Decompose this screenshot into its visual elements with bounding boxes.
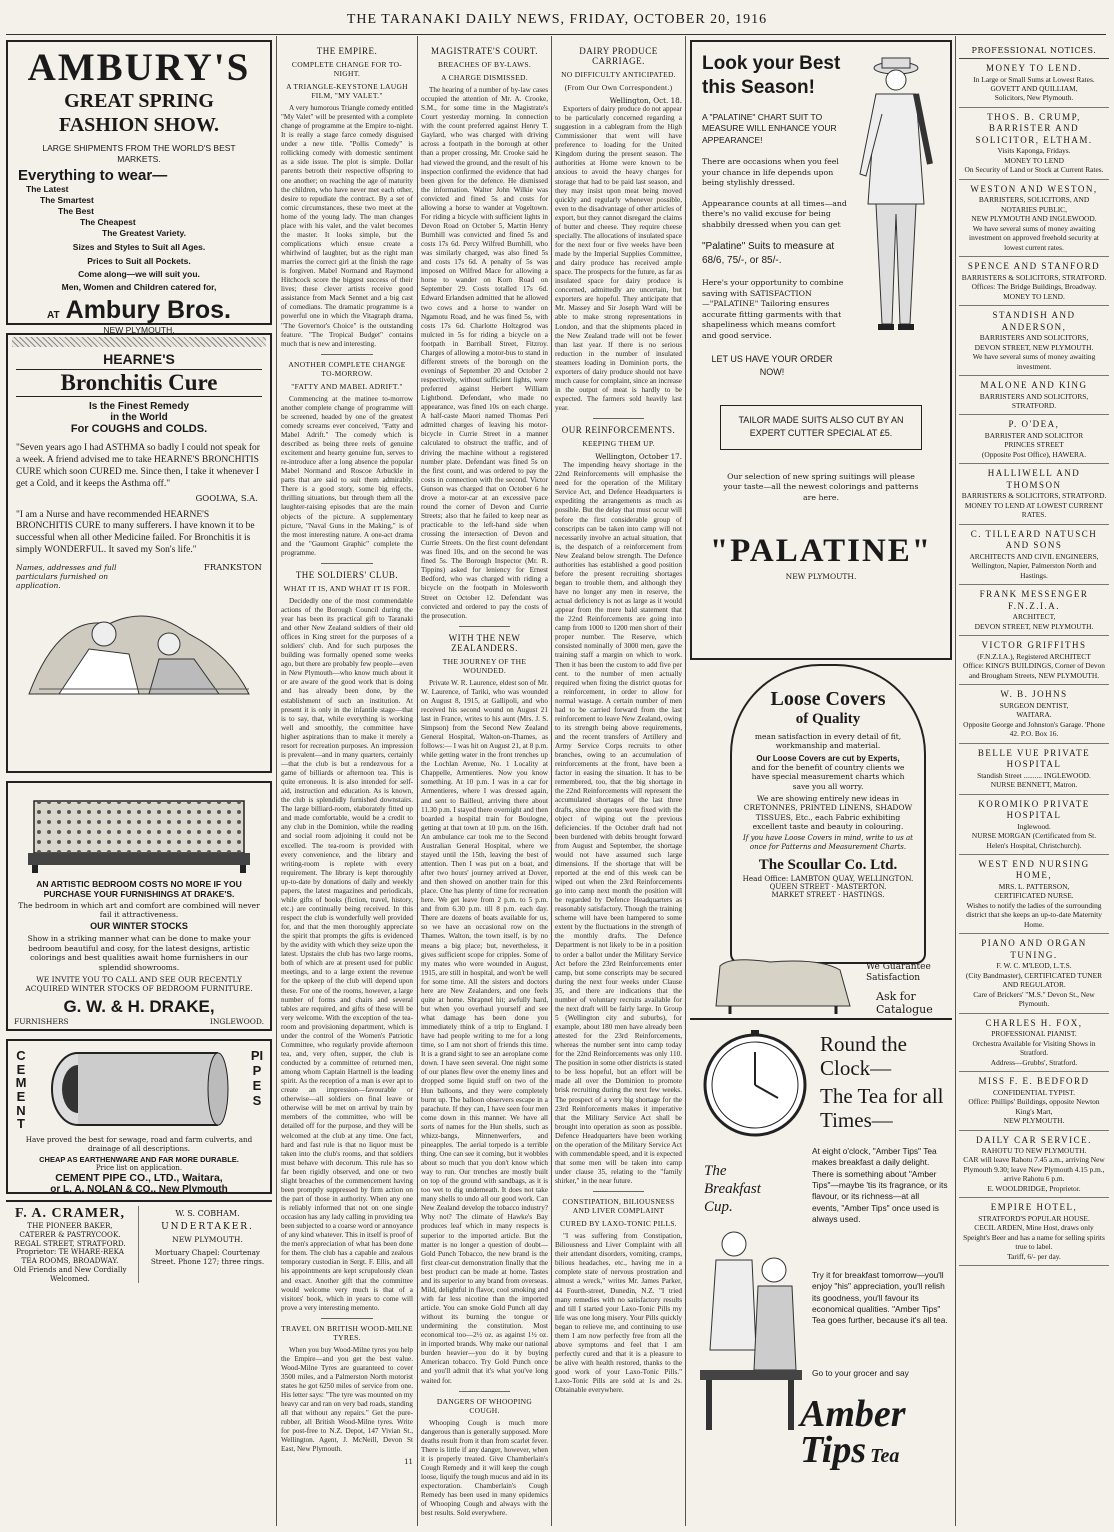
ambury-list-item: The Smartest	[40, 195, 94, 206]
bottom-small-ads	[6, 1200, 272, 1283]
palatine-paragraph: Appearance counts at all times—and there's no valid excuse for being shabbily dressed when you can get	[702, 198, 847, 229]
cement-price: Price list on application.	[95, 1164, 183, 1173]
professional-card-title: SPENCE AND STANFORD	[967, 261, 1101, 272]
subhead: DANGERS OF WHOOPING COUGH.	[436, 1396, 533, 1415]
separator	[459, 1391, 510, 1392]
scoullar-bold: Our Loose Covers are cut by Experts,	[756, 753, 900, 763]
professional-card-title: C. TILLEARD NATUSCH AND SONS	[970, 528, 1098, 551]
palatine-offer: A "PALATINE" CHART SUIT TO MEASURE WILL ENHANCE YOUR APPEARANCE!	[702, 111, 837, 146]
palatine-cta: LET US HAVE YOUR ORDER NOW!	[711, 354, 833, 377]
ad-column-right	[690, 40, 952, 1526]
professional-card	[959, 306, 1109, 376]
separator	[321, 354, 374, 355]
cramer-ad	[6, 1206, 139, 1283]
separator	[593, 1191, 644, 1192]
professional-card-title: CHARLES H. FOX,	[985, 1017, 1083, 1028]
professional-card-line: CONFIDENTIAL TYPIST.	[993, 1087, 1075, 1097]
cramer-line: Old Friends and New Cordially Welcomed.	[13, 1264, 127, 1283]
hearne-signature-1: GOOLWA, S.A.	[195, 493, 258, 504]
professional-card-line: We have several sums of money awaiting investment.	[972, 352, 1096, 371]
news-column-court	[421, 40, 548, 1526]
article-paragraph: The hearing of a number of by-law cases occupied the attention of Mr. A. Crooke, S.M., for some time in the Magistrate's Court yesterday morning. In connection with the count preferred against Henry T. Gaylard, who was charged with driving across a footpath in the borough at other than a proper crossing, Mr. Crooke said he had viewed the ground, and the result of his inspection confirmed the evidence that had been given for the defence. He dismissed the information. Walter John Wilkie was convicted and fined 5s and costs for allowing a horse to wander at Vogeltown. For riding a bicycle with sufficient lights in Devon Road on October 5, Martin Henry Burnhill was convicted and fined 5s and costs 17s 6d. Percy Wilfred Burnhill, who was similarly charged, was also fined 5s and costs 17s 6d. A penalty of 5s was imposed on Wilfred Mace for allowing a horse to wander on Korn Road on September 29. Costs totalled 17s 6d. Edward Erlandsen admitted that he allowed two cows and a horse to wander on Ngamotu Road, and he was fined 5s, with costs 17s 6d. Charlotte Holtzgrod was mulcted in 5s for riding a bicycle on a footpath in Barriball Street, Fitzroy. Charges of allowing a motor-bus to stand in different streets of the borough on the evenings of September 20 and October 2 respectively, without sufficient lights, were preferred against Herbert William Lightbond. Defendant, who made no appearance, was fined 10s on each charge. A half-caste Maori named Thomas Peri admitted charges of leaving his motor-bicycle in Currie Street in a manner calculated to obstruct the traffic, and of driving the machine without a registered number plate. Defendant was fined 5s on the first count, and was ordered to pay the costs in connection with the second. Victor Gunson was charged that on October 6 he drove a motor-car at an excessive pace round the corner of Devon and Currie Streets; also that he failed to keep near as practicable to the left-hand side when crossing the intersection of Devon and Currie Streets. On the first count defendant was fined 10s, and on the second he was fined 5s. The Borough Inspector (Mr. R. Tippins) asked for leniency for Ernest Bedford, who was charged with riding a bicycle on the footpath in Molesworth Street on October 12. Defendant was convicted and ordered to pay the costs of the prosecution.	[421, 86, 548, 620]
professional-card-line: BARRISTERS & SOLICITORS, STRATFORD.	[961, 491, 1107, 501]
palatine-box: TAILOR MADE SUITS ALSO CUT BY AN EXPERT CUTTER SPECIAL AT £5.	[720, 405, 922, 450]
ambury-line: Prices to Suit all Pockets.	[87, 255, 191, 266]
professional-card-line: Offices: The Bridge Buildings, Broadway.	[971, 282, 1097, 292]
professional-card-line: (F.N.Z.I.A.), Registered ARCHITECT	[977, 651, 1091, 661]
professional-card-line: MONEY TO LEND.	[1003, 291, 1065, 301]
cobham-name: W. S. COBHAM.	[175, 1209, 240, 1218]
scoullar-subtitle: of Quality	[795, 711, 861, 727]
professional-card-line: (City Bandmaster), CERTIFICATED TUNER AND REGULATOR.	[965, 970, 1103, 990]
cramer-line: Proprietor: TE WHARE-REKA	[16, 1247, 124, 1257]
drake-stocks: OUR WINTER STOCKS	[90, 921, 188, 932]
professional-card-line: BARRISTERS, SOLICITORS, AND NOTARIES PUBLIC,	[978, 195, 1090, 214]
drake-left: FURNISHERS	[14, 1016, 69, 1026]
subhead: WHAT IT IS, AND WHAT IT IS FOR.	[283, 583, 411, 593]
professional-card-line: NURSE BENNETT, Matron.	[990, 780, 1078, 790]
article-paragraph: A very humorous Triangle comedy entitled "My Valet" will be presented with a complete change of programme at the Empire to-night. It is really a stage farce comedy disguised under a new title. "Pollis Comedy" is rollicking comedy with domestic sentiment as a side issue. The plot is simple. Dollar parents betroth their respective offspring to one another; on reaching the age of maturity the children, who have never met each other, desire to repudiate the contract. By a set of comic circumstances, these two meet at the home of the young lady. The man changes place with his valet, and the valet becomes the master. It looks simple, but the complications which ensue create a whirlwind of laughter, but as the right man marries the correct girl at the finish the rage is forgiven. Mabel Normand and Raymond Hitchcock score the biggest success of their lives; these clever artists receive good assistance from Mack Sennet and a big cast of comedians. The dramatic programme is a powerful one in which the Vitagraph drama, "The Governor's Choice" is the outstanding feature. "The Tropical Budget" contains much that is new and interesting.	[281, 104, 413, 348]
professional-notices-heading: PROFESSIONAL NOTICES.	[959, 46, 1109, 59]
professional-card-line: In Large or Small Sums at Lowest Rates.	[973, 74, 1095, 84]
drake-right: INGLEWOOD.	[209, 1016, 264, 1026]
subhead: A CHARGE DISMISSED.	[441, 73, 528, 82]
ambury-at: AT	[47, 310, 60, 322]
professional-card-line: NURSE MORGAN (Certificated from St. Helen's Hospital, Christchurch).	[971, 831, 1097, 850]
amber-tips-ad	[690, 1020, 952, 1490]
subhead: COMPLETE CHANGE FOR TO-NIGHT.	[291, 60, 403, 78]
amber-paragraph: Try it for breakfast tomorrow—you'll enjoy "his" appreciation, you'll relish its goodness, you'll favour its economical qualities. "Amber Tips" Tea goes further, because it's all tea.	[812, 1270, 948, 1326]
subhead: CONSTIPATION, BILIOUSNESS AND LIVER COMPLAINT	[562, 1197, 675, 1216]
professional-card-title: MONEY TO LEND.	[985, 63, 1083, 73]
professional-card-line: NEW PLYMOUTH.	[1003, 1116, 1065, 1126]
professional-card-title: MISS F. E. BEDFORD	[978, 1076, 1090, 1087]
ambury-line: Men, Women and Children catered for,	[61, 281, 217, 292]
news-column-empire	[281, 40, 413, 1526]
column-divider	[417, 36, 418, 1526]
cobham-ad	[139, 1206, 272, 1283]
professional-card	[959, 685, 1109, 743]
hearne-brand: HEARNE'S	[103, 351, 175, 367]
professional-card-line: MONEY TO LEND	[1004, 155, 1064, 165]
professional-card-line: Wellington, Napier, Palmerston North and Hastings.	[971, 561, 1097, 580]
professional-card-line: E. WOOLDRIDGE, Proprietor.	[987, 1183, 1081, 1193]
column-divider	[276, 36, 277, 1526]
cement-firm: CEMENT PIPE CO., LTD., Waitara,	[55, 1172, 223, 1185]
cobham-town: NEW PLYMOUTH.	[172, 1235, 243, 1244]
professional-card-line: Wishes to notify the ladies of the surrounding district that she keeps an up-to-date Maternity Home.	[966, 900, 1102, 929]
ambury-heading-2: FASHION SHOW.	[58, 113, 220, 136]
hearne-signature-2: FRANKSTON	[203, 563, 262, 573]
ambury-list-item: The Best	[58, 206, 94, 217]
professional-card-title: STANDISH AND ANDERSON,	[992, 310, 1076, 332]
scoullar-paragraph: We are showing entirely new ideas in CRETONNES, PRINTED LINENS, SHADOW TISSUES, Etc., each Fabric exhibiting excellent taste and beauty in colouring.	[743, 793, 913, 831]
pipe-illustration	[38, 1047, 238, 1131]
professional-card	[959, 585, 1109, 636]
professional-card-line: Orchestra Available for Visiting Shows in Stratford.	[972, 1038, 1096, 1058]
professional-card	[959, 376, 1109, 415]
ambury-intro: LARGE SHIPMENTS FROM THE WORLD'S BEST MARKETS.	[42, 142, 236, 164]
hearne-product: Bronchitis Cure	[16, 369, 262, 397]
scoullar-ask: Ask for Catalogue	[876, 990, 933, 1017]
professional-card	[959, 180, 1109, 257]
cobham-trade: UNDERTAKER.	[161, 1222, 254, 1232]
cement-vertical-word: CEMENT	[15, 1048, 27, 1132]
headline-new-zealanders: WITH THE NEW ZEALANDERS.	[448, 632, 521, 653]
professional-card-line: BARRISTERS AND SOLICITORS,	[979, 333, 1089, 343]
dateline: Wellington, Oct. 18.	[609, 96, 682, 105]
article-paragraph: Commencing at the matinee to-morrow another complete change of programme will be screened, headed by one of the greatest comedy screams ever conceived, "Fatty and Mabel Adrift." The comedy which is described as being three reels of genuine excitement and hearty genuine fun, serves to re-introduce after a long absence the popular Mabel Normand and Roscoe Arbuckle in parts that are said to suit them admirably. There is a good story, some big effects, thrilling situations, but through them all the laughter-raising episodes that are the main objects of the picture. A supplementary picture, "Naval Guns in the Making," is of the most interesting nature. A one-act drama and the "Gaumont Graphic" complete the programme.	[281, 394, 413, 557]
ambury-town: NEW PLYMOUTH.	[103, 325, 175, 336]
professional-card-title: DAILY CAR SERVICE.	[976, 1134, 1092, 1145]
ambury-list	[18, 184, 260, 239]
professional-card-line: ARCHITECT,	[1012, 612, 1056, 622]
amber-brand: Tips	[800, 1429, 867, 1472]
professional-card-line: BARRISTERS AND SOLICITORS,	[979, 391, 1089, 401]
professional-card-line: Inglewood.	[1017, 821, 1051, 831]
professional-card-line: Address—Grubbs', Stratford.	[990, 1057, 1078, 1067]
professional-card-line: Opposite George and Johnston's Garage. 'Phone 42. P.O. Box 16.	[963, 719, 1105, 739]
scoullar-firm: The Scoullar Co. Ltd.	[758, 856, 898, 873]
separator	[459, 626, 510, 627]
subhead: TRAVEL ON BRITISH WOOD-MILNE TYRES.	[281, 1323, 413, 1342]
amber-tips-logo	[800, 1393, 950, 1472]
palatine-ad	[690, 40, 952, 660]
ambury-line: Come along—we will suit you.	[78, 268, 200, 279]
palatine-paragraph: Here's your opportunity to combine saving with SATISFACTION—"PALATINE" Tailoring ensures accurate fitting garments with that shapeliness which means comfort and good service.	[702, 278, 844, 340]
ambury-list-item: The Latest	[26, 184, 69, 195]
professional-card-line: NEW PLYMOUTH AND INGLEWOOD.	[971, 214, 1097, 224]
professional-card	[959, 1014, 1109, 1072]
headline-magistrates-court: MAGISTRATE'S COURT.	[431, 46, 538, 56]
hearne-banner	[12, 337, 266, 347]
professional-card-line: RAHOTU TO NEW PLYMOUTH.	[981, 1146, 1087, 1156]
scoullar-paragraph: mean satisfaction in every detail of fit, workmanship and material.	[754, 732, 902, 751]
scoullar-ad	[690, 660, 952, 1020]
gentleman-illustration	[846, 54, 938, 344]
article-paragraph: When you buy Wood-Milne tyres you help the Empire—and you get the best value. Wood-Milne Tyres are guaranteed to cover 3500 miles, and a Palmerston North motorist states he got 6250 miles of service from one. His letter says: "The tyre was mounted on my heavy car and ran on very bad roads, standing all that without any repairs." Get the pure-rubber, all British Wood-Milne tyres. Write for post-free to N.Z. Depot, 147 Vivian St., Wellington. Agent, J. McNeill, Devon St East, New Plymouth.	[281, 1345, 413, 1454]
article-paragraph: Whooping Cough is much more dangerous than is generally supposed. More deaths result from it than from scarlet fever. There is little if any danger, however, when it is properly treated. Give Chamberlain's Cough Remedy and it will keep the cough loose, liquify the tough mucus and aid in its expectoration. Chamberlain's Cough Remedy has been used in many epidemics of Whooping Cough and always with the best results. Sold everywhere.	[421, 1418, 548, 1518]
column-divider	[955, 36, 956, 1526]
professional-card-line: CERTIFICATED NURSE.	[994, 891, 1074, 901]
clock-illustration	[700, 1030, 810, 1150]
professional-card-line: STRATFORD'S POPULAR HOUSE.	[978, 1213, 1090, 1223]
scoullar-branch: QUEEN STREET · MASTERTON.	[769, 882, 887, 891]
amber-brand: Tea	[870, 1445, 900, 1468]
cobham-chapel: Mortuary Chapel: Courtenay Street. Phone 127; three rings.	[150, 1248, 265, 1266]
amber-paragraph: Go to your grocer and say	[812, 1368, 909, 1378]
ambury-list-item: The Greatest Variety.	[102, 228, 186, 239]
palatine-price: "Palatine" Suits to measure at 68/6, 75/-, or 85/-.	[702, 241, 835, 267]
professional-card-line: PROFESSIONAL PIANIST.	[991, 1029, 1077, 1039]
professional-card-title: HALLIWELL AND THOMSON	[987, 468, 1081, 490]
amber-headline-1: Round the Clock—	[820, 1032, 907, 1081]
professional-card-line: Solicitors, New Plymouth.	[994, 93, 1074, 103]
professional-cards	[959, 59, 1109, 1266]
professional-card-line: STRATFORD.	[1011, 401, 1057, 411]
professional-card	[959, 934, 1109, 1013]
amber-headline-2: The Tea for all Times—	[820, 1084, 944, 1133]
professional-card	[959, 464, 1109, 524]
nurse-with-child-illustration	[19, 594, 259, 699]
drake-invite: WE INVITE YOU TO CALL AND SEE OUR RECENTLY ACQUIRED WINTER STOCKS OF BEDROOM FURNITURE.	[25, 974, 253, 994]
cement-pipes-ad	[6, 1039, 272, 1194]
hearne-claim-1: Is the Finest Remedy	[88, 401, 190, 412]
ambury-tagline: Everything to wear—	[18, 167, 168, 185]
subhead: (From Our Own Correspondent.)	[564, 83, 673, 92]
subhead: CURED BY LAXO-TONIC PILLS.	[560, 1219, 677, 1229]
subhead: KEEPING THEM UP.	[582, 439, 655, 449]
professional-card-line: On Security of Land or Stock at Current Rates.	[964, 165, 1104, 175]
professional-card-line: GOVETT AND QUILLIAM,	[990, 83, 1078, 93]
professional-card-title: W. B. JOHNS	[1000, 689, 1068, 700]
amber-cup-caption: The Breakfast Cup.	[704, 1163, 761, 1215]
pipes-vertical-word: PIPES	[250, 1048, 264, 1108]
bed-illustration	[14, 787, 264, 875]
professional-card-title: P. O'DEA,	[1008, 419, 1060, 430]
professional-card-title: KOROMIKO PRIVATE HOSPITAL	[978, 798, 1090, 821]
separator	[321, 563, 374, 564]
drake-headline: AN ARTISTIC BEDROOM COSTS NO MORE IF YOU PURCHASE YOUR FURNISHINGS AT DRAKE'S.	[36, 879, 242, 900]
palatine-tweeds: Our selection of new spring suitings will please your taste—all the newest colorings and patterns are here.	[723, 471, 919, 502]
subhead: "FATTY AND MABEL ADRIFT."	[291, 381, 403, 391]
professional-notices-column	[959, 40, 1109, 1526]
masthead: THE TARANAKI DAILY NEWS, FRIDAY, OCTOBER 20, 1916	[346, 12, 768, 27]
professional-card-title: WEST END NURSING HOME,	[978, 858, 1090, 881]
palatine-town: NEW PLYMOUTH.	[785, 572, 857, 582]
professional-card-line: Visits Kaponga, Fridays.	[997, 146, 1071, 156]
professional-card-line: WAITARA.	[1016, 710, 1052, 720]
cramer-line: TEA ROOMS, BROADWAY.	[21, 1256, 119, 1266]
professional-card-line: (Opposite Post Office), HAWERA.	[981, 449, 1087, 459]
scoullar-office: Head Office: LAMBTON QUAY, WELLINGTON.	[742, 873, 914, 883]
column-divider	[551, 36, 552, 1526]
subhead: ANOTHER COMPLETE CHANGE TO-MORROW.	[288, 359, 406, 378]
amber-brand: Amber	[800, 1393, 906, 1435]
hearne-ad	[6, 333, 272, 773]
professional-card	[959, 59, 1109, 108]
professional-card-line: Standish Street .......... INGLEWOOD.	[977, 770, 1091, 780]
cramer-line: CATERER & PASTRYCOOK.	[19, 1229, 121, 1239]
article-paragraph: Private W. R. Laurence, eldest son of Mr. W. Laurence, of Tariki, who was wounded on August 8, 1915, at Gallipoli, and who received his second wound on August 21 last in France, writes to his aunt (Mrs. J. S. Simpson) from the Second New Zealand General Hospital, Walton-on-Thames, as follows:— I was hit on August 21, at 8 p.m. while getting water in the front trenches up the Lochlan Avenue, No. 1 Locality at Chappelle, Armentieres. Now you know something. At 10 p.m. I was in a car for Armentieres, where I was dressed again, and sent to Bailleul, arriving there about 11.30 p.m. I stayed there overnight and then boarded a hospital train for Boulogne, getting at that town at 10 p.m. on the 16th. An ambulance car took me to the Second Australian General Hospital, where we stayed until the 15th, leaving the best of attention. Then I was put on a boat, and after two hours' journey arrived at Dover, and then showed on another train for this place. One has plenty of time for recreation here. We get leave from 2 p.m. to 5 p.m. and from 6.30 p.m. till 8 p.m. each day. There are dozens of boats available for us, so we have an occasional row on the Thames. Walton, the town itself, is by no means a big place; but, nevertheless, it gives sufficient scope for cripples. Some of my mates who were wounded in August, 1915, are still in hospital, and won't be well for some time. All the sisters and doctors here are New Zealanders, and one feels quite at home. Shrapnel hit; awfully hard, but when you overhaul yourself and see what damage has been done you immediately think of a trip to England. I have had people writing to me for a long time, so I am not short of friends this time. It is a grand sight to see an aeroplane come down. I have seen several. One night some of our planes flew over the enemy lines and dropped some liquid stuff on two of the Hun balloons, and they were completely burnt up. The balloon observers escape in a parachute. If they can, I have seen four men come down in this manner. We have all sorts of names for the Hun shells, such as whizz-bangs, Minnenwerfers, and pineapples. The aerial torpedo is a terrible thing. One can see it coming, but it wobbles about so much that you don't know which way to run. Our trenches are mostly built on top of the ground with sandbags, as it is too wet to dig underneath. It does not take many shells to undo all our good work. Can New Zealand develop the tobacco industry? Why not? The climate of Hawke's Bay produces leaf which in many respects is superior to the imported article. But the matter is no longer a question of doubt—Gold Punch Tobacco, the new brand is the first clear-cut demonstration finally that the best product can be made at home. Tastes and its superior to any brand from overseas. Mild, delightful in flavor, cool smoking and with far less nicotine than the imported article. You can smoke Gold Punch all day without its burning the tongue or undermining the constitution. Most economical too—2½ oz. as against 1½ oz. in imported brands. Why make our national burden heavier—you do it by buying American tobacco. Try Gold Punch once and you'll admit that it's what you've long waited for.	[421, 678, 548, 1385]
cramer-line: REGAL STREET, STRATFORD.	[14, 1238, 126, 1248]
headline-dairy-produce: DAIRY PRODUCE CARRIAGE.	[579, 46, 658, 66]
column-divider	[685, 36, 686, 1526]
scoullar-note: If you have Loose Covers in mind, write to us at once for Patterns and Measurement Charts.	[743, 834, 913, 852]
professional-card	[959, 257, 1109, 306]
cement-cheap: CHEAP AS EARTHENWARE AND FAR MORE DURABLE.	[39, 1155, 239, 1165]
professional-card-line: Office: KING'S BUILDINGS, Corner of Devon and Brougham Streets, NEW PLYMOUTH.	[962, 661, 1105, 680]
breakfast-couple-illustration	[696, 1220, 806, 1440]
professional-card-line: SURGEON DENTIST,	[999, 700, 1069, 710]
article-paragraph: The impending heavy shortage in the 22nd Reinforcements will emphasise the need for the operation of the Military Service Act, and Defence Headquarters is expediting the arrangements as much as possible. But the delay that must occur will before the first considerable group of conscripts can be taken into camp will not necessarily involve an actual situation, that is, the despatch of a reinforcement from New Zealand below strength. The Defence authorities has established a good position before the present recruiting shortages began to trouble them, and although they have no longer any men in reserve, the actual deficiency is not as large as it would appear from the mere bald statement that the 22nd Reinforcements are going into camp from 1000 to 1200 men short of their proper number. The Reserve, which consisted nominally of 3000 men, gave the training staff a margin on which to work. Then it has been the custom to add five per cent. to the number of men actually required when fixing the district quotas for a reinforcement, in order to allow for normal wastage. A certain number of men had to be carried forward from the last reinforcement to leave New Zealand, owing to its strength being above requirements, and the recent transfers of Artillery and Army Service Corps recruits to other branches, owing to an accumulation of reinforcements at the front, have been a factor in easing the situation. It has to be remembered, too, that the big shortage in the 22nd Reinforcements will represent the accumulated shortages of the last three drafts, since the quotas were fixed with the object of wiping out the previous deficiencies. If the October draft had not been burdened with debits brought forward from August and September, the shortage would not have assumed such large dimensions. If the shortage that will be reported at the end of this week can be wiped out when the 23rd Reinforcements go into camp next month the position will be regarded by Defence Headquarters as reasonably satisfactory. Though the training scheme will have been hampered to some extent by the fluctuations in the strength of the monthly drafts. The Defence Department is not likely to be in a position to order a ballot under the Military Service Act before the 23rd Reinforcements enter camp, but some conscripts may be secured during the next four weeks under Clause 35, and there are indications that the number of voluntary recruits available for the next draft will be fairly large. In Group 5 (Wellington city and suburbs), for example, about 180 men have already been attested for the 23rd Reinforcements, whereas the number sent into camp today for the 22nd Reinforcements was only 110. The position in some other districts is stated to be less hopeful, but an effort will be made all over the Dominion to promote brisk recruiting during the next few weeks. The prospect of a very big shortage for the 23rd Reinforcements makes it imperative that the Military Service Act shall be brought into operation as soon as possible. Defence Headquarters have been working on the operation of the Military Service Act with commendable speed, and it is expected that some men will be taken into camp under clause 35, relating to the "family shirker," in the near future.	[555, 461, 682, 1186]
scoullar-branch: MARKET STREET · HASTINGS.	[771, 890, 885, 899]
professional-card	[959, 525, 1109, 585]
hearne-claim-2: in the World	[110, 412, 168, 423]
professional-card-title: EMPIRE HOTEL,	[990, 1202, 1078, 1213]
ambury-firm: Ambury Bros.	[65, 296, 231, 325]
professional-card-line: BARRISTERS & SOLICITORS, STRATFORD.	[961, 272, 1107, 282]
scoullar-title: Loose Covers	[770, 688, 886, 710]
headline-soldiers-club: THE SOLDIERS' CLUB.	[295, 569, 399, 580]
article-paragraph: "I was suffering from Constipation, Biliousness and Liver Complaint with all their attendant disorders, vomiting, cramps, bilious headaches, etc., having me in a complete state of nervous prostration and almost a wreck," writes Mr. James Parker, 44 Fourth-street, Dunedin, N.Z. "I tried many remedies with no satisfactory results and till I started your Laxo-Tonic Pills my life was one long misery. Your Pills quickly began to relieve me, and continuing to use them I am now perfectly free from all the above symptoms and feel that I am perfectly cured and that it is a pleasure to be alive with health restored, thanks to the good work of your Laxo-Tonic Pills." Laxo-Tonic Pills are sold at 1s and 2s. Obtainable everywhere.	[555, 1232, 682, 1395]
professional-card	[959, 744, 1109, 795]
separator	[593, 418, 644, 419]
professional-card-line: MRS. L. PATTERSON,	[998, 882, 1070, 891]
cement-agent: or L. A. NOLAN & CO., New Plymouth	[50, 1184, 228, 1196]
ambury-ad	[6, 40, 272, 336]
professional-card-line: Care of Brickers' "M.S." Devon St., New Plymouth.	[973, 989, 1095, 1009]
cement-proven: Have proved the best for sewage, road and farm culverts, and drainage of all descriptions.	[25, 1135, 253, 1153]
palatine-paragraph: There are occasions when you feel your chance in life depends upon being stylishly dressed.	[702, 157, 839, 188]
professional-card-line: CAR will leave Rahotu 7.45 a.m., arriving New Plymouth 9.30; leave New Plymouth 4.15 p.m., arrive Rahotu 6 p.m.	[963, 1155, 1105, 1184]
cramer-name: F. A. CRAMER,	[14, 1206, 126, 1221]
hearne-claim-3: For COUGHS and COLDS.	[70, 423, 208, 435]
palatine-brand: "PALATINE"	[709, 533, 933, 570]
subhead: BREACHES OF BY-LAWS.	[437, 60, 532, 69]
ambury-heading-1: GREAT SPRING	[64, 89, 214, 112]
professional-card-line: PRINCES STREET	[1004, 440, 1064, 450]
drake-ad	[6, 781, 272, 1031]
drake-firm: G. W. & H. DRAKE,	[63, 996, 215, 1016]
headline-empire: THE EMPIRE.	[316, 46, 378, 56]
news-column-dairy	[555, 40, 682, 1526]
subhead: NO DIFFICULTY ANTICIPATED.	[561, 70, 676, 79]
ambury-line: Sizes and Styles to Suit all Ages.	[72, 242, 206, 253]
professional-card-line: We have several sums of money awaiting investment on approved freehold security at lowest current rates.	[969, 223, 1099, 252]
amber-paragraph: At eight o'clock, "Amber Tips" Tea makes breakfast a daily delight. There is something about "Amber Tips"—maybe 'tis its fragrance, or its flavour, or its richness—at all events, "Amber Tips" once used is always used.	[812, 1146, 948, 1225]
professional-card	[959, 108, 1109, 180]
hearne-note: Names, addresses and full particulars furnished on application.	[16, 563, 117, 590]
drake-sub: The bedroom in which art and comfort are combined will never fail it attractiveness.	[18, 901, 260, 920]
professional-card	[959, 1198, 1109, 1266]
professional-card-line: DEVON STREET, NEW PLYMOUTH.	[974, 621, 1094, 631]
subhead: A TRIANGLE-KEYSTONE LAUGH FILM, "MY VALET."	[286, 82, 408, 100]
subhead: THE JOURNEY OF THE WOUNDED.	[442, 656, 527, 675]
professional-card-line: F. W. C. M'LEOD, L.T.S.	[996, 961, 1072, 971]
article-paragraph: Exporters of dairy produce do not appear to be particularly concerned regarding a suggestion in a cablegram from the High Commissioner that went will have preference to loading for the United Kingdom during the present season. The authorities at Home were known to be anxious to avoid the heavy charges for storage that had to be paid last season, and they may insist upon meat being moved quickly and regularly whenever possible, even to the disadvantage of other articles of export, but they cannot disregard the claims of butter and cheese. They require cheese specially. The allocations of insulated space for the next four or five weeks have been made by the Imperial Supplies Committee, and dairy produce has received ample space. The prospects for the future, as far as insulated space for dairy produce is concerned, admittedly are uncertain, but exporters are hopeful. They anticipate that Mr. Massey and Sir Joseph Ward will be able to make strong representations in London, and that the shipments placed in the New Zealand trade will not be fewer than last year. If there is no serious reduction in the number of insulated steamers loading in Dominion ports, the exporters of dairy produce should not have much cause for complaint, since an increase in the output of meat is hardly to be expected. The farmers sold heavily last year.	[555, 105, 682, 413]
ambury-lines	[18, 241, 260, 294]
professional-card-line: Office: Phillips' Buildings, opposite Newton King's Mart,	[968, 1097, 1100, 1116]
professional-card-title: VICTOR GRIFFITHS	[981, 640, 1087, 651]
palatine-headline: Look your Best this Season!	[702, 53, 841, 98]
professional-card-line: Tariff, 6/- per day.	[1007, 1251, 1061, 1261]
professional-card-title: THOS. B. CRUMP, BARRISTER AND SOLICITOR, ELTHAM.	[975, 111, 1093, 145]
professional-card	[959, 636, 1109, 685]
professional-card-line: MONEY TO LEND AT LOWEST CURRENT RATES.	[964, 500, 1104, 520]
drake-body: Show in a striking manner what can be done to make your bedroom beautiful and cosy, for the latest designs, artistic colorings and best qualities await home furnishers in our splendid showrooms.	[27, 934, 251, 972]
professional-card	[959, 1131, 1109, 1199]
professional-card	[959, 1072, 1109, 1130]
professional-card-title: WESTON AND WESTON,	[970, 183, 1098, 194]
cramer-line: THE PIONEER BAKER,	[27, 1221, 113, 1230]
professional-card-line: BARRISTER AND SOLICITOR	[984, 431, 1084, 440]
professional-card-line: DEVON STREET, NEW PLYMOUTH.	[974, 342, 1094, 352]
professional-card	[959, 415, 1109, 464]
dateline: Wellington, October 17.	[595, 452, 682, 462]
ad-column-left	[6, 40, 272, 1526]
scoullar-paragraph: and for the benefit of country clients we have special measurement charts which save you all worry.	[751, 762, 905, 791]
professional-card-title: PIANO AND ORGAN TUNING.	[981, 938, 1087, 960]
hearne-quote-2: "I am a Nurse and have recommended HEARNE'S BRONCHITIS CURE to many sufferers. I have known it to be successful when all other Medicine failed. For Bronchitis it is simply WONDERFUL. It saved my Son's life."	[16, 509, 255, 556]
separator	[321, 1318, 374, 1319]
professional-card-line: ARCHITECTS AND CIVIL ENGINEERS,	[969, 551, 1099, 561]
professional-card-line: CECIL ARDEN, Mine Host, draws only Speight's Beer and has a name for selling spirits true to label.	[963, 1223, 1105, 1252]
professional-card	[959, 855, 1109, 934]
professional-card-title: FRANK MESSENGER F.N.Z.I.A.	[979, 589, 1089, 611]
professional-card-title: MALONE AND KING	[980, 380, 1088, 391]
professional-card	[959, 795, 1109, 855]
scoullar-guarantee: We Guarantee Satisfaction	[866, 962, 931, 983]
armchair-illustration	[710, 956, 860, 1016]
professional-card-title: BELLE VUE PRIVATE HOSPITAL	[977, 747, 1091, 770]
scoullar-frame	[730, 664, 926, 964]
ambury-list-item: The Cheapest	[80, 217, 136, 228]
hearne-quote-1: "Seven years ago I had ASTHMA so badly I could not speak for a week. A friend advised me to take HEARNE'S BRONCHITIS CURE which soon CURED me. Since then, I take it whenever I get a Cold, and it keeps the Asthma off."	[16, 443, 260, 489]
article-paragraph: Decidedly one of the most commendable actions of the Borough Council during the year has been its practical gift to Taranaki and other New Zealand soldiers of their old offices in King street for the purposes of a soldiers' club. And for such purposes the building was formally opened some weeks ago, but there are probably few people—even in New Plymouth—who know much about it or are aware of the good work that is doing and has already been done, by the establishment of such an institution. At present it is only in the infantile stage—that is to say, that, while everything is working well and smoothly, the committee have higher aspirations than to make it merely a resort for recreation purposes. An impression is prevalent—and in many quarters, certainly—that the club is but a rendezvous for a game of billiards or afternoon tea. This is quite erroneous. It is also intended for self-aid, instruction and education. As is known, the club is splendidly furnished downstairs. The large billiard-room, elaborately fitted up and made comfortable, would be a credit to any club in the Dominion, while the reading and social room adjoining it could not be excelled. The tea-room is provided with every convenience, and the library and writing-room is replete with every requirement. The library is kept thoroughly up-to-date by donations of daily and weekly papers, the latest magazines and periodicals, while gifts of books (fiction, travel, history, etc.) are continually being received. In this respect the club is wonderfully well provided for, and that the men thoroughly appreciate the spirit that prompts the gifts is evidenced by the avidity with which they seize upon the latest. Upstairs the club has two large rooms, both of which are at present used for public meetings, and to a large extent the revenue for the upkeep of the club will depend upon these. For one of the rooms, however, a large number of forms and chairs and several tables are required, and gifts of these will be very welcome. With the exception of the tea-room and provisioning department, which is under the control of the Women's Patriotic Committee, who regularly provide afternoon tea, and, very often, supper, the club is conducted by a committee of returned men, among whom Captain Hartnell is the leading spirit. As the reception of a man is ever apt to create an impression—favourable or otherwise—all soldiers on final leave or otherwise will be met on arrival by train by members of the committee, who will be detailed off for the purpose, and they will be welcomed at the club at any time. One fact, hard and fast rule is that no liquor must be taken into the club's rooms, and that soldiers must behave with decorum. This rule has so far been rigidly observed, and one or two slight breaches of the commencement having been promptly suppressed by firm action on the part of those in authority. When any one is reliably informed that not on one single occasion has any lady calling in providing tea been subjected to a coarse word or annoyance of any kind whatever. This in itself is proof of the men's appreciation of what has been done for them. The club has a capable and zealous temporary custodian in Sergt. F. Ellis, and all his appointments are kept scrupulously clean and exact. Another gift that the committee would welcome very much is that of a visitors' book, which in years to come will prove a very interesting memento.	[281, 596, 413, 1312]
column-footer-number: 11	[404, 1457, 413, 1466]
headline-reinforcements: OUR REINFORCEMENTS.	[561, 425, 676, 436]
ambury-brand: AMBURY'S	[27, 46, 251, 89]
masthead-rule	[6, 34, 1106, 35]
